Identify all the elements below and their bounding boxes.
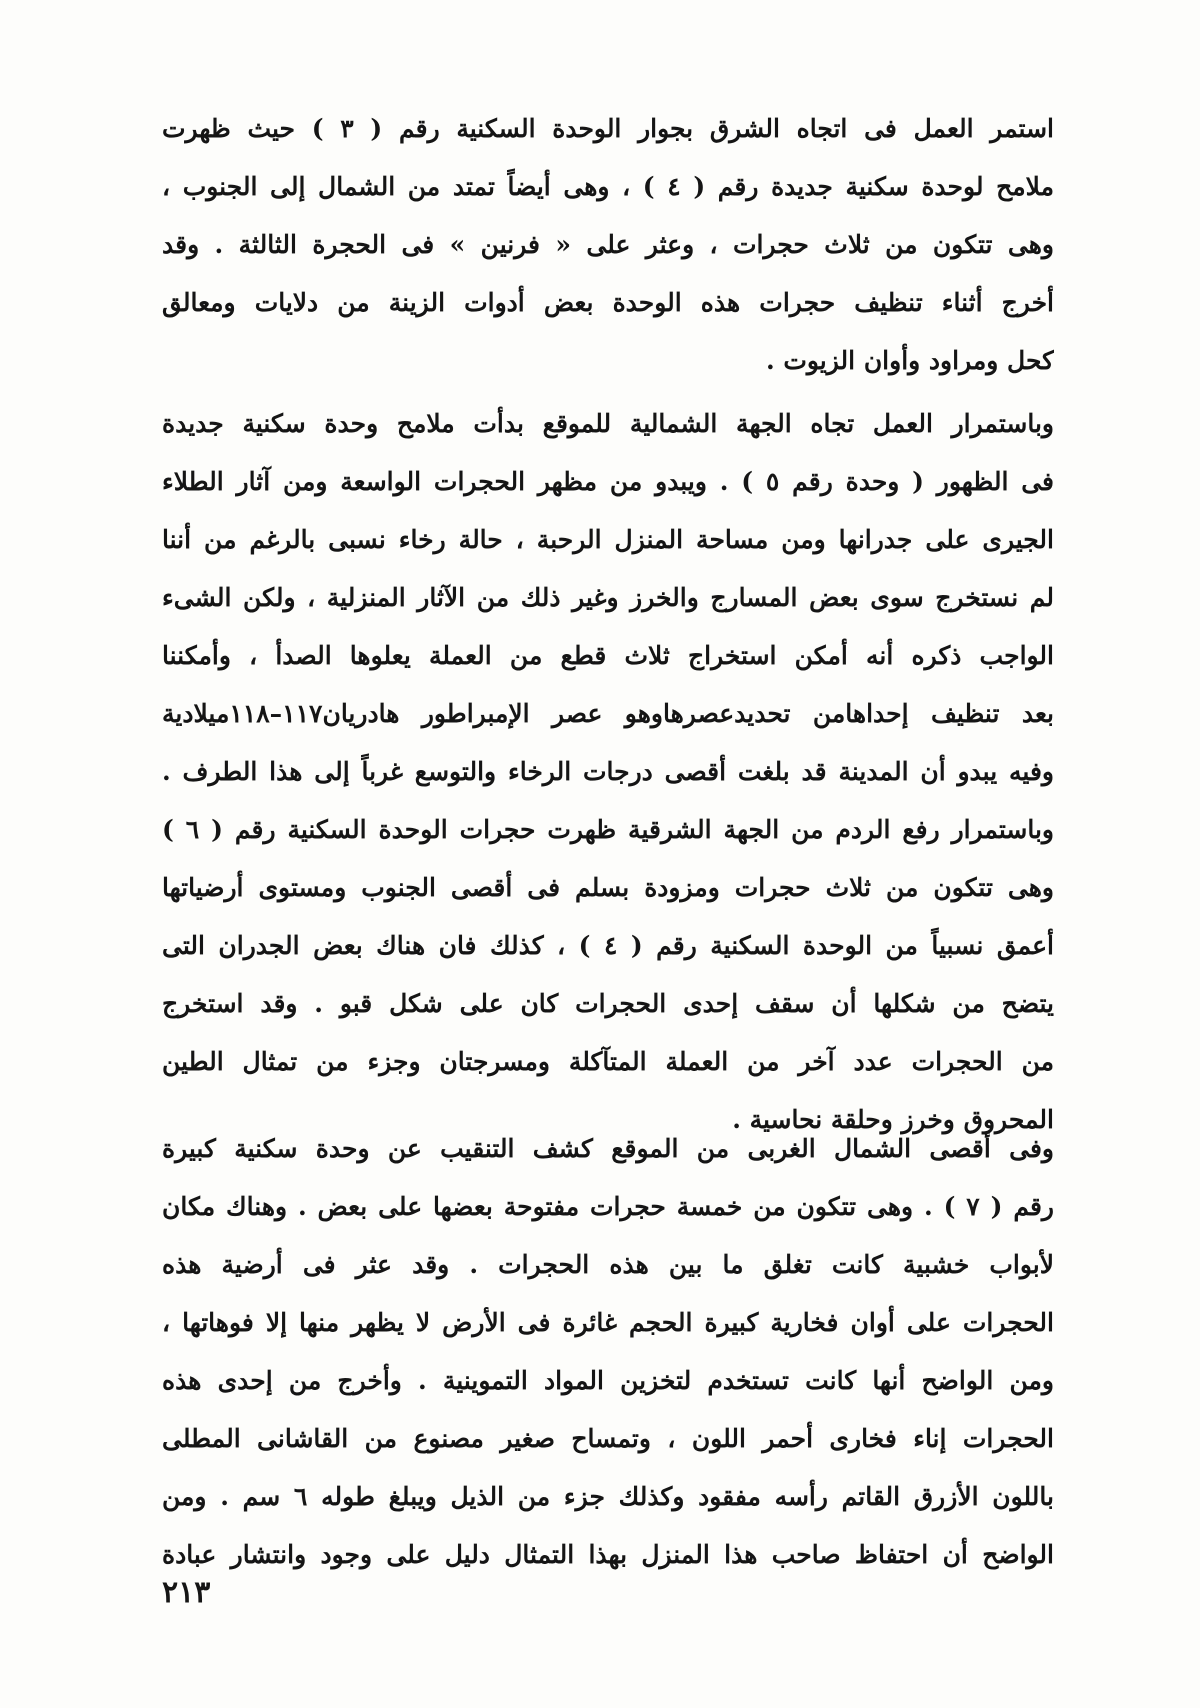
- text-line: فى الظهور ( وحدة رقم ٥ ) . ويبدو من مظهر الحجرات الواسعة ومن آثار الطلاء: [162, 467, 1054, 496]
- text-line: بعد تنظيف إحداهامن تحديدعصرهاوهو عصر الإمبراطور هادريان١١٧–١١٨ميلادية: [162, 699, 1054, 728]
- paragraph-1: [162, 100, 1054, 390]
- paragraph-3: [162, 1120, 1054, 1584]
- text-line: الحجرات على أوان فخارية كبيرة الحجم غائرة فى الأرض لا يظهر منها إلا فوهاتها ،: [162, 1308, 1054, 1337]
- text-line: رقم ( ٧ ) . وهى تتكون من خمسة حجرات مفتوحة بعضها على بعض . وهناك مكان: [162, 1192, 1054, 1221]
- text-line: الجيرى على جدرانها ومن مساحة المنزل الرحبة ، حالة رخاء نسبى بالرغم من أننا: [162, 525, 1054, 554]
- text-line: لم نستخرج سوى بعض المسارج والخرز وغير ذلك من الآثار المنزلية ، ولكن الشىء: [162, 583, 1054, 612]
- text-line: الحجرات إناء فخارى أحمر اللون ، وتمساح صغير مصنوع من القاشانى المطلى: [162, 1424, 1054, 1453]
- text-line: وباستمرار العمل تجاه الجهة الشمالية للموقع بدأت ملامح وحدة سكنية جديدة: [162, 409, 1054, 438]
- text-line: المحروق وخرز وحلقة نحاسية .: [732, 1105, 1054, 1134]
- paragraph-2: [162, 395, 1054, 1149]
- text-line: وفيه يبدو أن المدينة قد بلغت أقصى درجات الرخاء والتوسع غرباً إلى هذا الطرف .: [162, 757, 1054, 786]
- text-line: أخرج أثناء تنظيف حجرات هذه الوحدة بعض أدوات الزينة من دلايات ومعالق: [162, 288, 1054, 317]
- text-line: وفى أقصى الشمال الغربى من الموقع كشف التنقيب عن وحدة سكنية كبيرة: [162, 1134, 1054, 1163]
- text-line: وباستمرار رفع الردم من الجهة الشرقية ظهرت حجرات الوحدة السكنية رقم ( ٦ ): [162, 815, 1054, 844]
- text-line: وهى تتكون من ثلاث حجرات ومزودة بسلم فى أقصى الجنوب ومستوى أرضياتها: [162, 873, 1054, 902]
- text-line: استمر العمل فى اتجاه الشرق بجوار الوحدة السكنية رقم ( ٣ ) حيث ظهرت: [162, 114, 1054, 143]
- text-line: وهى تتكون من ثلاث حجرات ، وعثر على « فرنين » فى الحجرة الثالثة . وقد: [162, 230, 1054, 259]
- text-line: باللون الأزرق القاتم رأسه مفقود وكذلك جزء من الذيل ويبلغ طوله ٦ سم . ومن: [162, 1482, 1054, 1511]
- text-line: أعمق نسبياً من الوحدة السكنية رقم ( ٤ ) ، كذلك فان هناك بعض الجدران التى: [162, 931, 1054, 960]
- text-line: يتضح من شكلها أن سقف إحدى الحجرات كان على شكل قبو . وقد استخرج: [162, 989, 1054, 1018]
- text-line: الواضح أن احتفاظ صاحب هذا المنزل بهذا التمثال دليل على وجود وانتشار عبادة: [162, 1540, 1054, 1569]
- text-line: لأبواب خشبية كانت تغلق ما بين هذه الحجرات . وقد عثر فى أرضية هذه: [162, 1250, 1054, 1279]
- text-line: كحل ومراود وأوان الزيوت .: [765, 346, 1054, 375]
- text-line: ومن الواضح أنها كانت تستخدم لتخزين المواد التموينية . وأخرج من إحدى هذه: [162, 1366, 1054, 1395]
- text-line: ملامح لوحدة سكنية جديدة رقم ( ٤ ) ، وهى أيضاً تمتد من الشمال إلى الجنوب ،: [162, 172, 1054, 201]
- page-number: ٢١٣: [162, 1575, 211, 1610]
- text-line: الواجب ذكره أنه أمكن استخراج ثلاث قطع من العملة يعلوها الصدأ ، وأمكننا: [162, 641, 1054, 670]
- text-line: من الحجرات عدد آخر من العملة المتآكلة ومسرجتان وجزء من تمثال الطين: [162, 1047, 1054, 1076]
